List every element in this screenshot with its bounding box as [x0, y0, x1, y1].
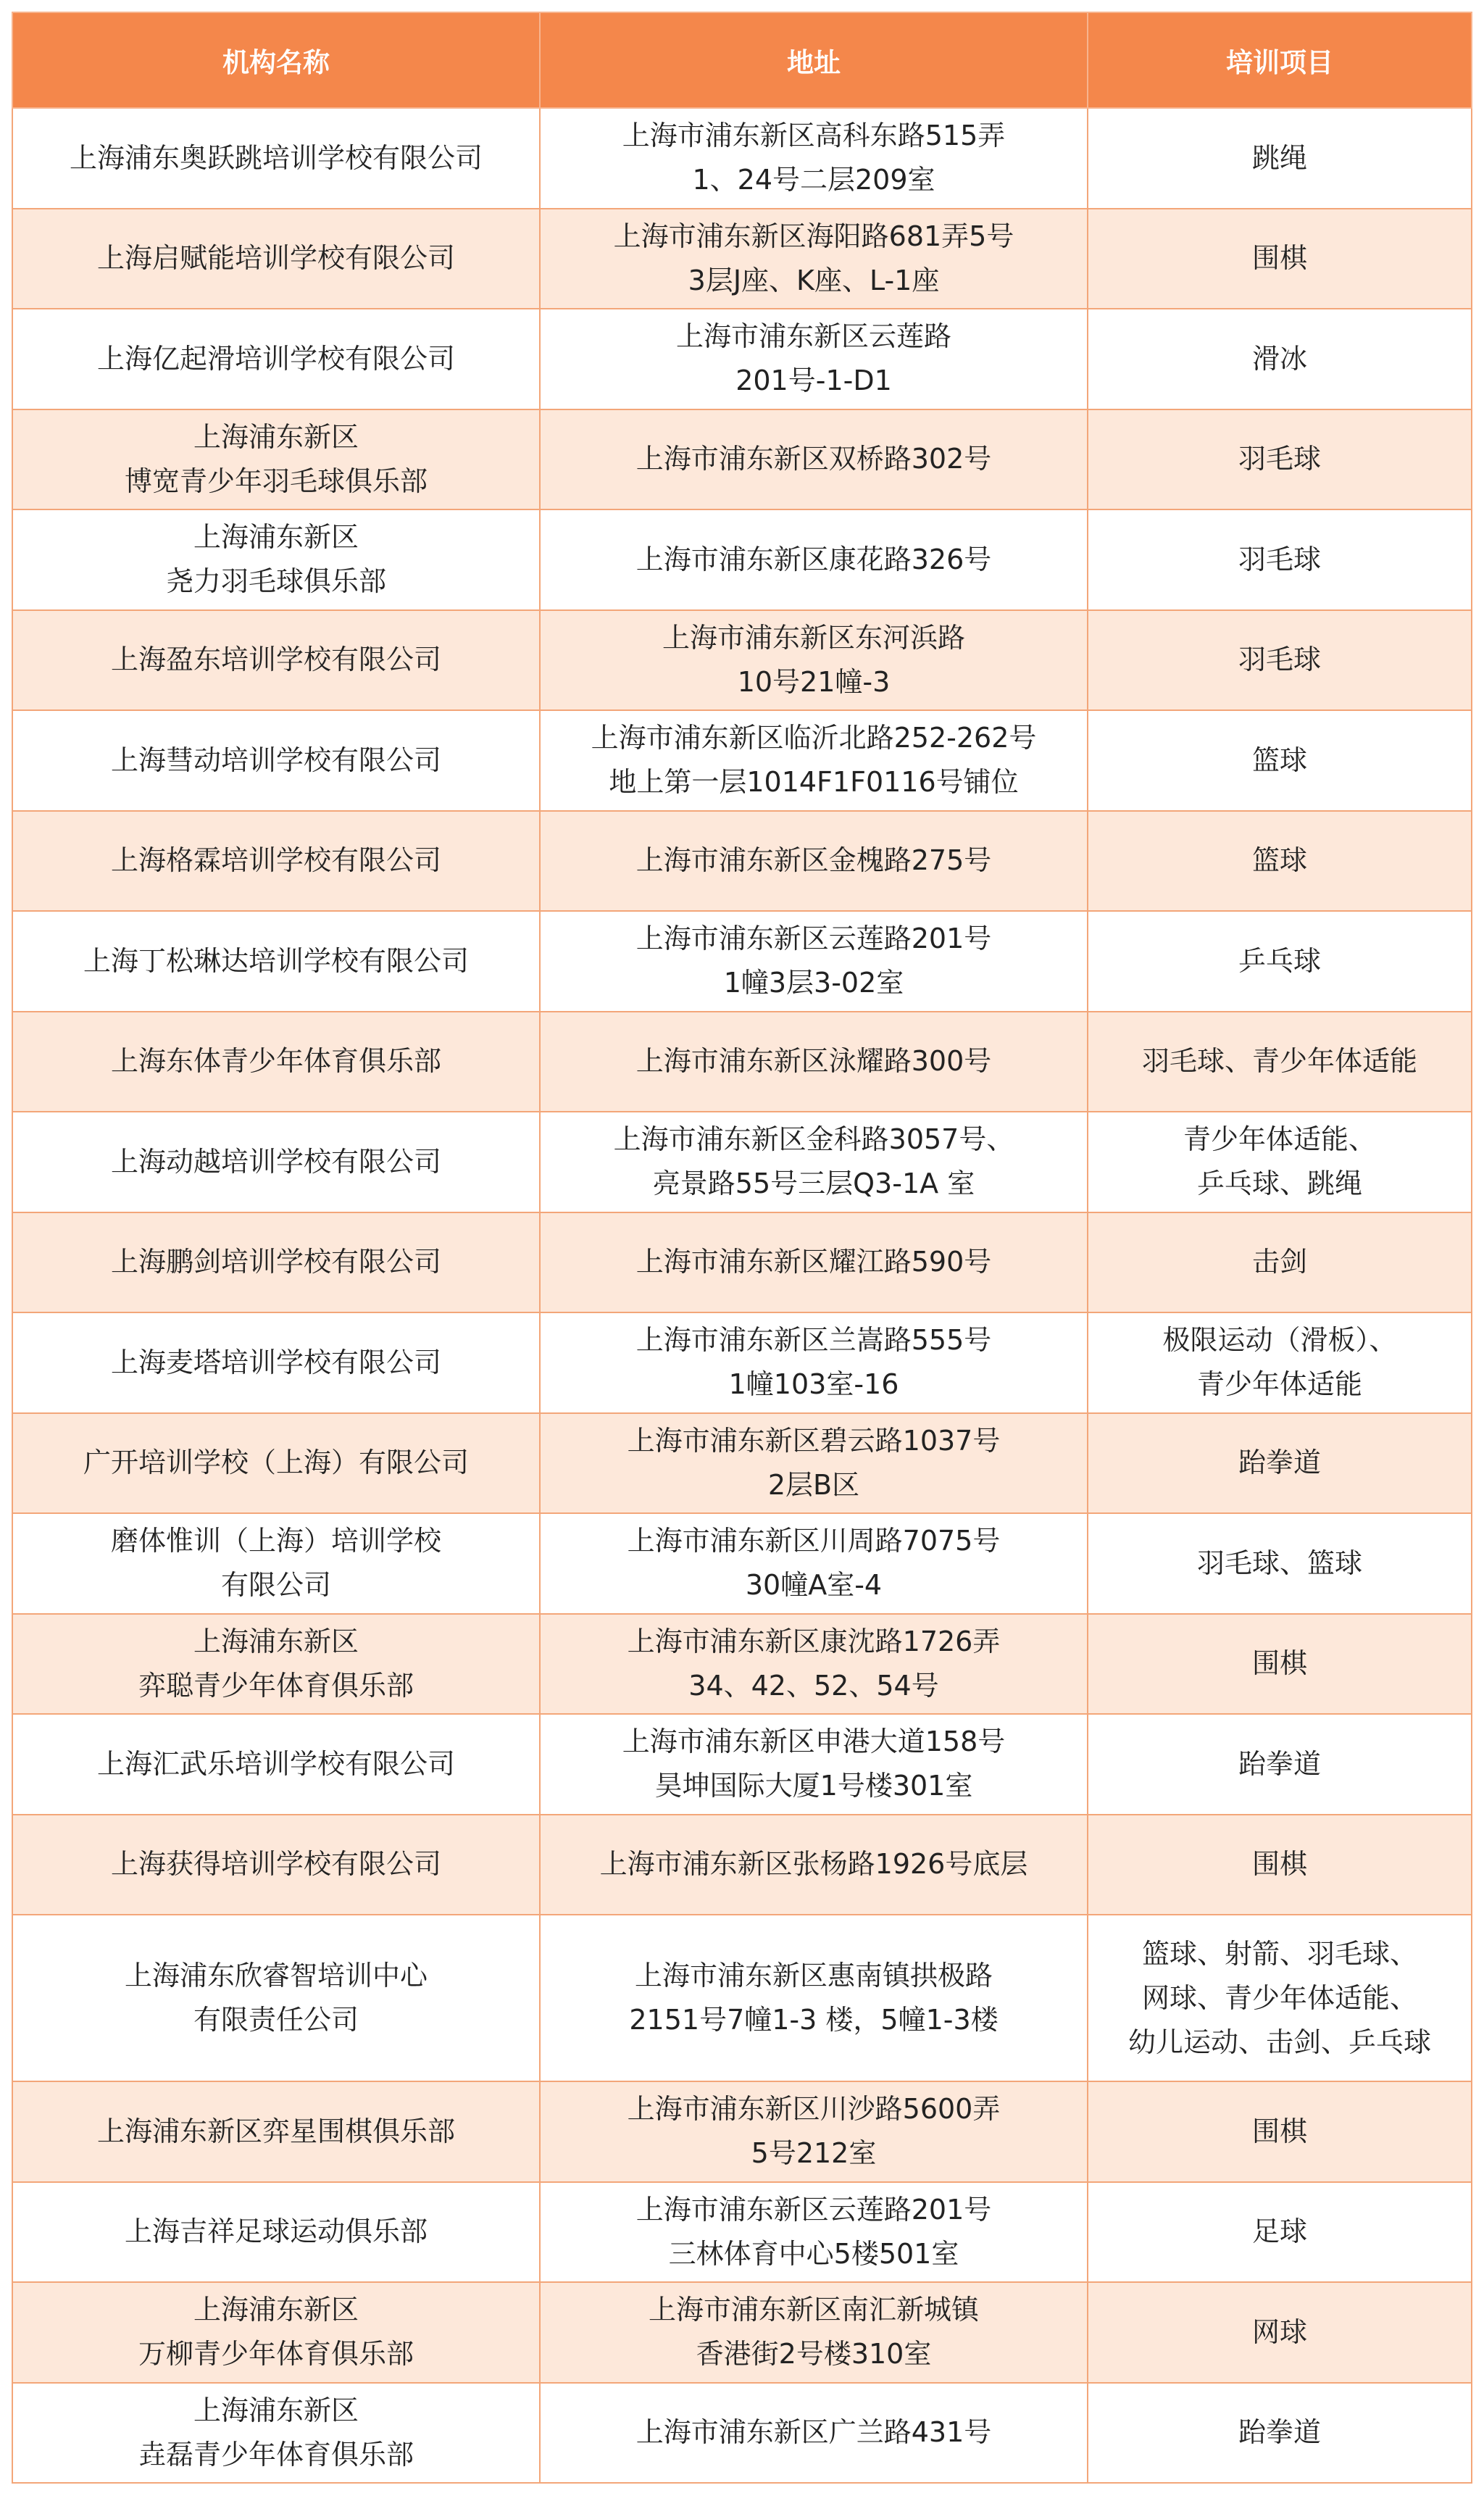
table-row [12, 209, 1472, 309]
cell-training-program: 跆拳道 [1088, 1714, 1472, 1815]
cell-address: 上海市浦东新区康沈路1726弄 34、42、52、54号 [540, 1614, 1088, 1715]
cell-training-program: 围棋 [1088, 2081, 1472, 2182]
cell-institution-name: 上海浦东欣睿智培训中心 有限责任公司 [12, 1915, 540, 2081]
table-row [12, 1212, 1472, 1313]
cell-training-program: 网球 [1088, 2282, 1472, 2383]
table-row [12, 1614, 1472, 1715]
cell-institution-name: 上海丁松琳达培训学校有限公司 [12, 911, 540, 1012]
cell-institution-name: 上海浦东新区 万柳青少年体育俱乐部 [12, 2282, 540, 2383]
cell-institution-name: 上海浦东新区 博宽青少年羽毛球俱乐部 [12, 409, 540, 510]
table-row [12, 1513, 1472, 1614]
cell-address: 上海市浦东新区申港大道158号 昊坤国际大厦1号楼301室 [540, 1714, 1088, 1815]
table-row [12, 1312, 1472, 1413]
cell-training-program: 极限运动（滑板）、 青少年体适能 [1088, 1312, 1472, 1413]
cell-training-program: 羽毛球 [1088, 509, 1472, 610]
cell-address: 上海市浦东新区临沂北路252-262号 地上第一层1014F1F0116号铺位 [540, 710, 1088, 811]
header-institution-name: 机构名称 [12, 12, 540, 108]
cell-training-program: 篮球、射箭、羽毛球、 网球、青少年体适能、 幼儿运动、击剑、乒乓球 [1088, 1915, 1472, 2081]
cell-address: 上海市浦东新区泳耀路300号 [540, 1012, 1088, 1112]
table-row [12, 108, 1472, 209]
training-institutions-table [12, 12, 1472, 2484]
header-row [12, 12, 1472, 108]
cell-institution-name: 磨体惟训（上海）培训学校 有限公司 [12, 1513, 540, 1614]
table-row [12, 509, 1472, 610]
cell-address: 上海市浦东新区金科路3057号、 亮景路55号三层Q3-1A 室 [540, 1112, 1088, 1212]
cell-training-program: 跆拳道 [1088, 1413, 1472, 1514]
cell-training-program: 羽毛球、篮球 [1088, 1513, 1472, 1614]
cell-institution-name: 上海吉祥足球运动俱乐部 [12, 2182, 540, 2283]
table-row [12, 409, 1472, 510]
cell-institution-name: 上海浦东新区 尧力羽毛球俱乐部 [12, 509, 540, 610]
cell-institution-name: 上海汇武乐培训学校有限公司 [12, 1714, 540, 1815]
table-row [12, 1815, 1472, 1915]
table-row [12, 1012, 1472, 1112]
table-row [12, 1112, 1472, 1212]
cell-institution-name: 上海麦塔培训学校有限公司 [12, 1312, 540, 1413]
table-row [12, 1413, 1472, 1514]
cell-training-program: 羽毛球、青少年体适能 [1088, 1012, 1472, 1112]
cell-institution-name: 上海格霖培训学校有限公司 [12, 811, 540, 912]
table-row [12, 610, 1472, 711]
header-address: 地址 [540, 12, 1088, 108]
table-row [12, 2081, 1472, 2182]
cell-training-program: 跳绳 [1088, 108, 1472, 209]
cell-training-program: 击剑 [1088, 1212, 1472, 1313]
cell-address: 上海市浦东新区碧云路1037号 2层B区 [540, 1413, 1088, 1514]
cell-institution-name: 上海鹏剑培训学校有限公司 [12, 1212, 540, 1313]
table-row [12, 710, 1472, 811]
cell-institution-name: 广开培训学校（上海）有限公司 [12, 1413, 540, 1514]
table-row [12, 2383, 1472, 2484]
cell-institution-name: 上海获得培训学校有限公司 [12, 1815, 540, 1915]
cell-institution-name: 上海东体青少年体育俱乐部 [12, 1012, 540, 1112]
cell-address: 上海市浦东新区云莲路201号 三林体育中心5楼501室 [540, 2182, 1088, 2283]
cell-address: 上海市浦东新区耀江路590号 [540, 1212, 1088, 1313]
cell-institution-name: 上海启赋能培训学校有限公司 [12, 209, 540, 309]
table-row [12, 2182, 1472, 2283]
cell-address: 上海市浦东新区高科东路515弄 1、24号二层209室 [540, 108, 1088, 209]
cell-training-program: 围棋 [1088, 1815, 1472, 1915]
cell-training-program: 滑冰 [1088, 309, 1472, 409]
cell-training-program: 乒乓球 [1088, 911, 1472, 1012]
cell-institution-name: 上海动越培训学校有限公司 [12, 1112, 540, 1212]
table-row [12, 1915, 1472, 2081]
cell-address: 上海市浦东新区康花路326号 [540, 509, 1088, 610]
cell-institution-name: 上海亿起滑培训学校有限公司 [12, 309, 540, 409]
table-row [12, 1714, 1472, 1815]
cell-training-program: 足球 [1088, 2182, 1472, 2283]
table-row [12, 2282, 1472, 2383]
cell-training-program: 青少年体适能、 乒乓球、跳绳 [1088, 1112, 1472, 1212]
cell-training-program: 跆拳道 [1088, 2383, 1472, 2484]
cell-address: 上海市浦东新区双桥路302号 [540, 409, 1088, 510]
cell-training-program: 羽毛球 [1088, 409, 1472, 510]
table-row [12, 309, 1472, 409]
cell-training-program: 篮球 [1088, 710, 1472, 811]
cell-address: 上海市浦东新区兰嵩路555号 1幢103室-16 [540, 1312, 1088, 1413]
table-row [12, 911, 1472, 1012]
cell-training-program: 篮球 [1088, 811, 1472, 912]
table-header [12, 12, 1472, 108]
cell-address: 上海市浦东新区张杨路1926号底层 [540, 1815, 1088, 1915]
cell-address: 上海市浦东新区广兰路431号 [540, 2383, 1088, 2484]
table-body [12, 108, 1472, 2483]
table-row [12, 811, 1472, 912]
cell-address: 上海市浦东新区云莲路 201号-1-D1 [540, 309, 1088, 409]
cell-training-program: 羽毛球 [1088, 610, 1472, 711]
training-institutions-table-wrapper [12, 12, 1471, 2484]
header-training-program: 培训项目 [1088, 12, 1472, 108]
cell-address: 上海市浦东新区海阳路681弄5号 3层J座、K座、L-1座 [540, 209, 1088, 309]
cell-training-program: 围棋 [1088, 1614, 1472, 1715]
cell-address: 上海市浦东新区川周路7075号 30幢A室-4 [540, 1513, 1088, 1614]
cell-address: 上海市浦东新区金槐路275号 [540, 811, 1088, 912]
cell-institution-name: 上海浦东新区 弈聪青少年体育俱乐部 [12, 1614, 540, 1715]
cell-institution-name: 上海浦东奥跃跳培训学校有限公司 [12, 108, 540, 209]
cell-institution-name: 上海浦东新区 垚磊青少年体育俱乐部 [12, 2383, 540, 2484]
cell-address: 上海市浦东新区川沙路5600弄 5号212室 [540, 2081, 1088, 2182]
cell-institution-name: 上海盈东培训学校有限公司 [12, 610, 540, 711]
cell-institution-name: 上海浦东新区弈星围棋俱乐部 [12, 2081, 540, 2182]
cell-address: 上海市浦东新区惠南镇拱极路 2151号7幢1-3 楼，5幢1-3楼 [540, 1915, 1088, 2081]
cell-address: 上海市浦东新区东河浜路 10号21幢-3 [540, 610, 1088, 711]
cell-institution-name: 上海彗动培训学校有限公司 [12, 710, 540, 811]
cell-training-program: 围棋 [1088, 209, 1472, 309]
cell-address: 上海市浦东新区南汇新城镇 香港街2号楼310室 [540, 2282, 1088, 2383]
cell-address: 上海市浦东新区云莲路201号 1幢3层3-02室 [540, 911, 1088, 1012]
